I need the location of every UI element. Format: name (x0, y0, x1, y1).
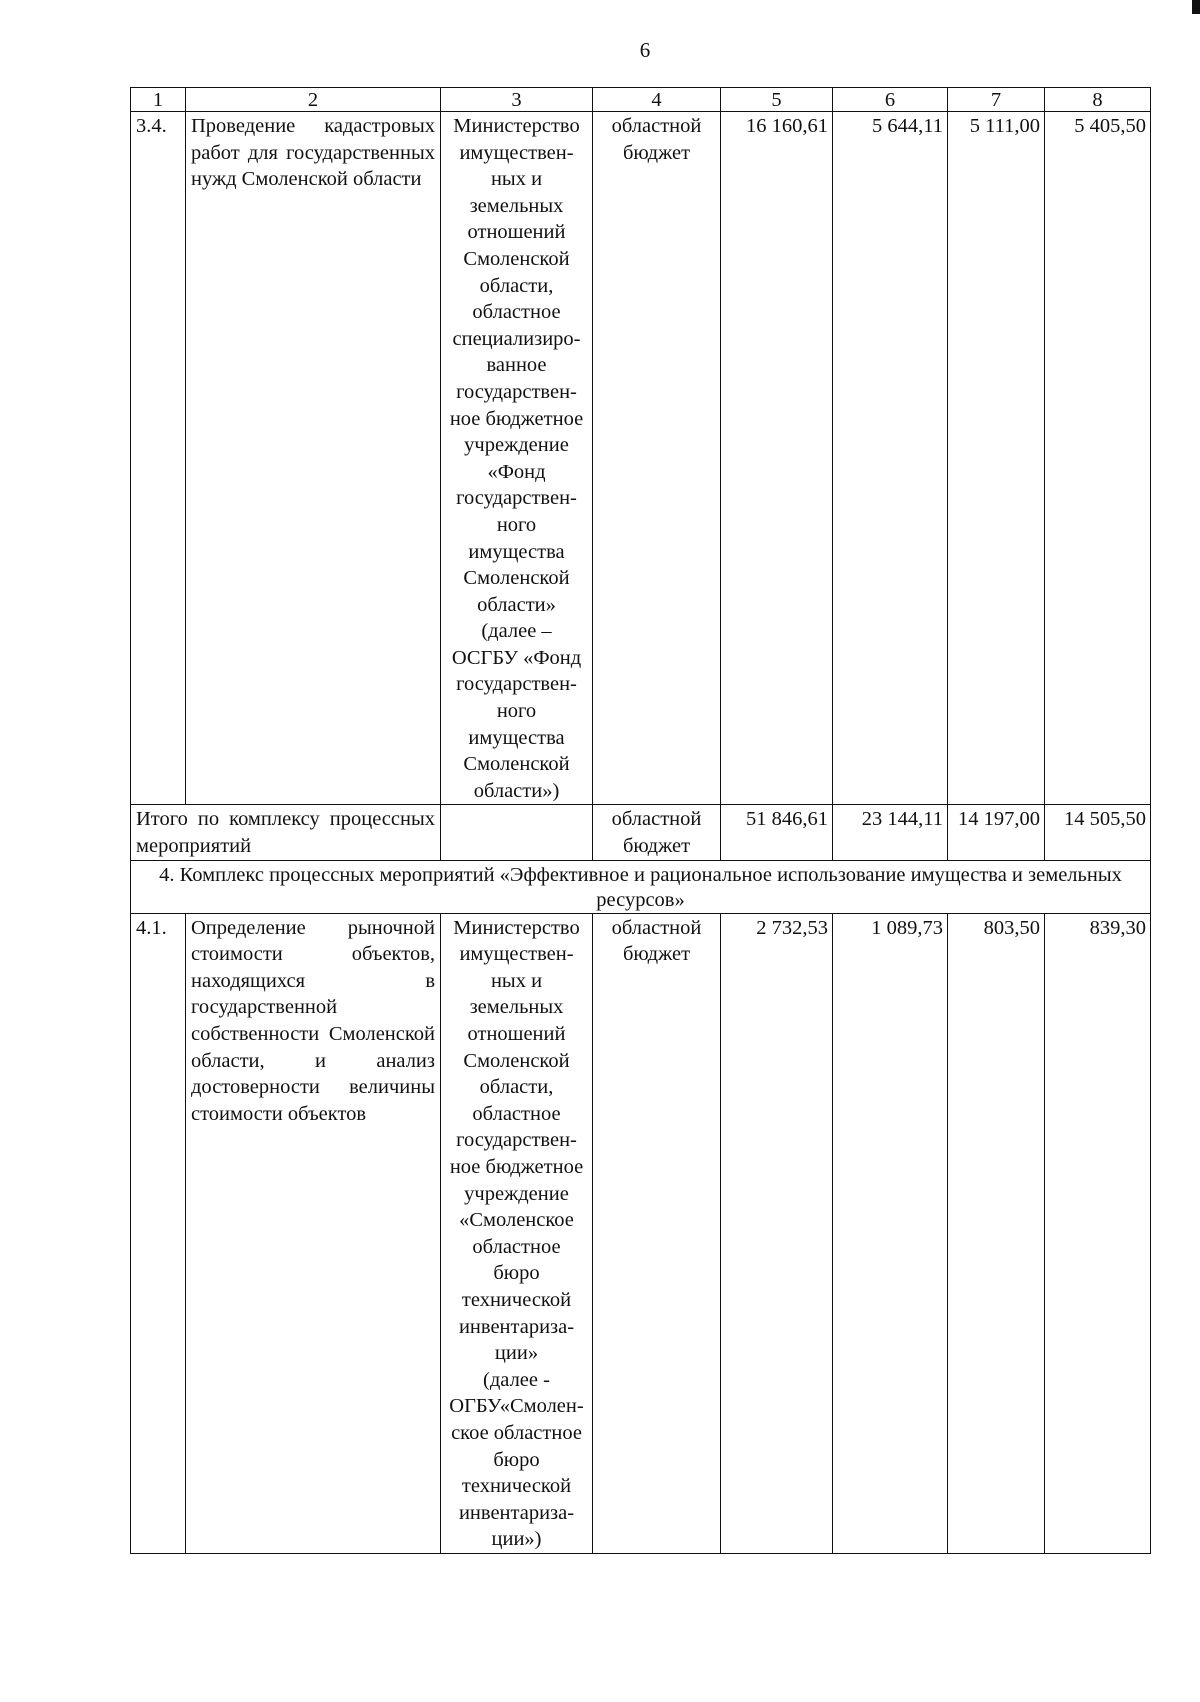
total-label: Итого по комплексу процессных мероприятий (131, 805, 441, 860)
item-value-col7: 5 111,00 (948, 112, 1045, 805)
total-value-col6: 23 144,11 (833, 805, 948, 860)
item-name: Определение рыночной стоимости объектов, находящихся в государственной собственности Смоленской области, и анализ достоверности величины стоимости объектов (186, 913, 441, 1553)
item-value-col6: 5 644,11 (833, 112, 948, 805)
total-value-col8: 14 505,50 (1045, 805, 1151, 860)
column-number-row (131, 88, 1151, 112)
total-row (131, 805, 1151, 860)
total-value-col7: 14 197,00 (948, 805, 1045, 860)
item-value-col5: 2 732,53 (721, 913, 833, 1553)
table-row-3-4 (131, 112, 1151, 805)
col-header-4: 4 (593, 88, 721, 112)
col-header-3: 3 (441, 88, 593, 112)
col-header-7: 7 (948, 88, 1045, 112)
item-value-col6: 1 089,73 (833, 913, 948, 1553)
section-row (131, 860, 1151, 913)
item-number: 4.1. (131, 913, 186, 1553)
item-funding-source: областной бюджет (593, 112, 721, 805)
item-number: 3.4. (131, 112, 186, 805)
total-funding-source: областной бюджет (593, 805, 721, 860)
item-value-col7: 803,50 (948, 913, 1045, 1553)
item-value-col8: 839,30 (1045, 913, 1151, 1553)
item-executor: Министерство имуществен- ных и земельных отношений Смоленской области, областное специализиро- ванное государствен- ное бюджетное учреждение «Фонд государствен- ного имущества Смоленской области» (далее – ОСГБУ «Фонд государствен- ного имущества Смоленской области») (441, 112, 593, 805)
item-funding-source: областной бюджет (593, 913, 721, 1553)
col-header-6: 6 (833, 88, 948, 112)
col-header-8: 8 (1045, 88, 1151, 112)
col-header-5: 5 (721, 88, 833, 112)
col-header-2: 2 (186, 88, 441, 112)
col-header-1: 1 (131, 88, 186, 112)
total-executor-empty (441, 805, 593, 860)
table-row-4-1 (131, 913, 1151, 1553)
item-name: Проведение кадастровых работ для государственных нужд Смоленской области (186, 112, 441, 805)
scan-edge-mark (1192, 0, 1200, 14)
item-value-col8: 5 405,50 (1045, 112, 1151, 805)
item-value-col5: 16 160,61 (721, 112, 833, 805)
item-executor: Министерство имуществен- ных и земельных отношений Смоленской области, областное государствен- ное бюджетное учреждение «Смоленское областное бюро технической инвентариза- ции» (далее - ОГБУ«Смолен- ское областное бюро технической инвентариза- ции») (441, 913, 593, 1553)
total-value-col5: 51 846,61 (721, 805, 833, 860)
budget-table (130, 87, 1151, 1554)
page-number: 6 (639, 38, 651, 62)
section-title: 4. Комплекс процессных мероприятий «Эффективное и рациональное использование имущества и земельных ресурсов» (131, 860, 1151, 913)
